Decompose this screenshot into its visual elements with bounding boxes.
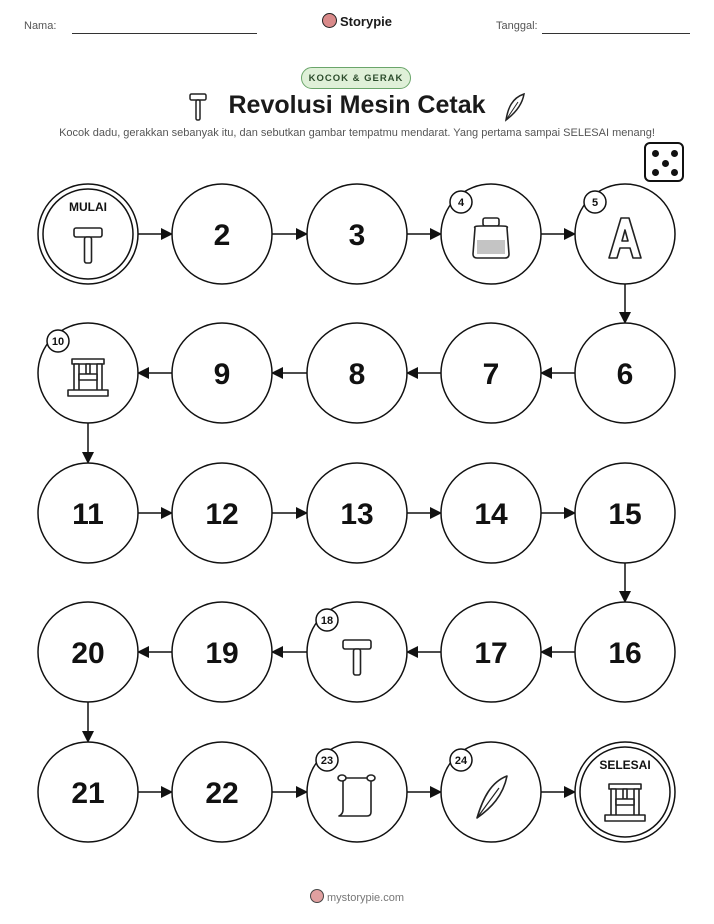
board-space[interactable] (307, 463, 407, 563)
storypie-logo-icon (310, 889, 324, 903)
space-number: 15 (608, 498, 642, 531)
space-number: 22 (205, 777, 239, 810)
board-space[interactable] (38, 463, 138, 563)
space-number: 11 (72, 498, 104, 531)
board-space[interactable] (172, 602, 272, 702)
space-number: 9 (213, 358, 231, 391)
footer (0, 889, 714, 904)
board-space[interactable] (575, 184, 675, 284)
board-space[interactable] (172, 742, 272, 842)
space-number: 17 (474, 637, 508, 670)
space-label: MULAI (69, 200, 107, 214)
space-number: 21 (71, 777, 105, 810)
space-number: 8 (348, 358, 366, 391)
board-space[interactable] (307, 323, 407, 423)
space-number: 10 (51, 336, 65, 348)
space-number: 24 (454, 755, 468, 767)
space-number: 13 (340, 498, 374, 531)
board-space[interactable] (441, 323, 541, 423)
activity-badge: KOCOK & GERAK (301, 67, 411, 89)
space-number: 19 (205, 637, 239, 670)
board-space[interactable] (172, 184, 272, 284)
space-number: 14 (474, 498, 508, 531)
board-space[interactable] (575, 323, 675, 423)
page-title: Revolusi Mesin Cetak (228, 91, 486, 119)
board-space[interactable] (38, 602, 138, 702)
space-number: 3 (348, 219, 366, 252)
space-number: 12 (205, 498, 239, 531)
board-space[interactable] (441, 602, 541, 702)
brand-name: Storypie (339, 14, 392, 29)
board-space[interactable] (441, 463, 541, 563)
board-space[interactable] (172, 463, 272, 563)
date-label: Tanggal: (496, 20, 538, 32)
space-number: 4 (457, 197, 465, 209)
space-number: 23 (320, 755, 334, 767)
footer-url: mystorypie.com (326, 892, 405, 904)
space-number: 5 (591, 197, 599, 209)
board-space[interactable] (441, 184, 541, 284)
board-space[interactable] (307, 602, 407, 702)
space-number: 20 (71, 637, 105, 670)
space-label: SELESAI (599, 758, 651, 772)
board-space[interactable] (38, 742, 138, 842)
scroll-icon (338, 775, 375, 816)
board-space[interactable] (441, 742, 541, 842)
board-space[interactable] (575, 463, 675, 563)
space-number: 16 (608, 637, 642, 670)
space-number: 2 (213, 219, 231, 252)
start-space[interactable] (38, 184, 138, 284)
space-number: 6 (616, 358, 634, 391)
instructions: Kocok dadu, gerakkan sebanyak itu, dan sebutkan gambar tempatmu mendarat. Yang pertama sampai SELESAI menang! (59, 127, 655, 139)
space-number: 7 (482, 358, 500, 391)
board-space[interactable] (575, 602, 675, 702)
printing-press-icon (605, 784, 645, 821)
board-space[interactable] (172, 323, 272, 423)
board-space[interactable] (38, 323, 138, 423)
board-space[interactable] (307, 184, 407, 284)
printing-press-icon (68, 359, 108, 396)
space-number: 18 (320, 615, 334, 627)
finish-space[interactable] (575, 742, 675, 842)
name-label: Nama: (24, 20, 57, 32)
board-space[interactable] (307, 742, 407, 842)
